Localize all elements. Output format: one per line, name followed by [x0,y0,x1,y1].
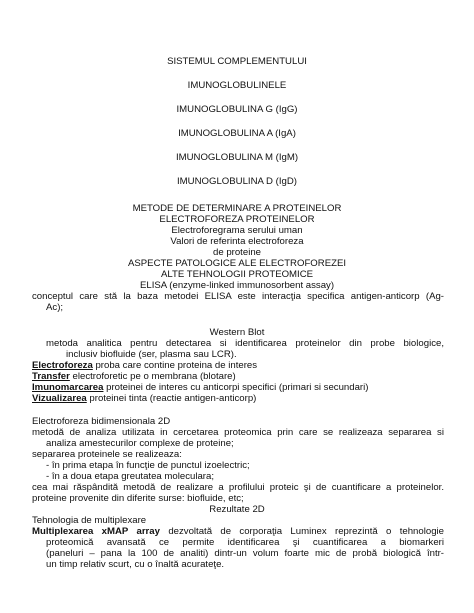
subheading-proteins: de proteine [212,247,261,258]
western-step-term: Electroforeza [32,360,93,371]
heading-electrophoresis: ELECTROFOREZA PROTEINELOR [159,214,315,225]
western-step-term: Vizualizarea [32,393,87,404]
western-step-term: Imunomarcarea [32,382,104,393]
heading-methods: METODE DE DETERMINARE A PROTEINELOR [132,203,342,214]
subheading-reference-values: Valori de referinta electroforeza [170,236,304,247]
heading-immunoglobulins: IMUNOGLOBULINELE [187,80,287,91]
heading-elisa: ELISA (enzyme-linked immunosorbent assay) [139,280,335,291]
heading-pathology: ASPECTE PATOLOGICE ALE ELECTROFOREZEI [127,258,347,269]
heading-other-tech: ALTE TEHNOLOGII PROTEOMICE [160,269,314,280]
multiplex-term: Multiplexarea xMAP array [32,526,160,537]
western-step [32,382,368,393]
multiplex-text-line: (paneluri – pana la 100 de analiti) dintr-un volum foarte mic de probă biologică într- [46,548,444,559]
western-step-text: proteinei de interes cu anticorpi specifici (primari si secundari) [103,382,369,393]
western-step-text: electroforetic pe o membrana (blotare) [69,371,236,382]
western-step-term: Transfer [32,371,70,382]
multiplex-text: dezvoltată de corporaţia Luminex reprezintă o tehnologie [159,526,444,537]
twod-text-line: cea mai răspândită metodă de realizare a profilului proteic şi de cuantificare a proteinelor. [32,482,444,493]
heading-igm: IMUNOGLOBULINA M (IgM) [175,152,299,163]
subheading-electrophoregram: Electroforegrama serului uman [171,225,303,236]
western-text-line: inclusiv biofluide (ser, plasma sau LCR). [66,349,237,360]
heading-iga: IMUNOGLOBULINA A (IgA) [178,128,296,139]
multiplex-text-line [32,526,444,537]
multiplex-text-line: un timp relativ scurt, cu o înaltă acurateţe. [46,559,225,570]
western-step [32,371,236,382]
heading-western-blot: Western Blot [209,327,265,338]
heading-results-2d: Rezultate 2D [209,504,265,515]
twod-text-line: analiza amestecurilor complexe de proteine; [46,438,234,449]
twod-text-line: metodă de analiza utilizata in cercetarea proteomica prin care se realizeaza separarea si [32,427,444,438]
twod-text-line: - în a doua etapa greutatea moleculara; [46,471,215,482]
western-step [32,393,256,404]
western-step [32,360,257,371]
western-text-line: metoda analitica pentru detectarea si identificarea proteinelor din probe biologice, [46,338,444,349]
elisa-text-line: conceptul care stă la baza metodei ELISA este interacţia specifica antigen-anticorp (Ag- [32,291,444,302]
heading-complement: SISTEMUL COMPLEMENTULUI [167,56,307,67]
heading-igd: IMUNOGLOBULINA D (IgD) [177,176,297,187]
western-step-text: proteinei tinta (reactie antigen-anticorp) [86,393,257,404]
heading-multiplex: Tehnologia de multiplexare [32,515,147,526]
twod-text-line: proteine provenite din diferite surse: biofluide, etc; [32,493,244,504]
elisa-text-line: Ac); [46,302,64,313]
western-step-text: proba care contine proteina de interes [92,360,258,371]
twod-text-line: - în prima etapa în funcţie de punctul izoelectric; [46,460,250,471]
twod-text-line: separarea proteinele se realizeaza: [32,449,182,460]
multiplex-text-line: proteomică avansată ce permite identificarea şi cuantificarea a biomarkeri [46,537,444,548]
heading-igg: IMUNOGLOBULINA G (IgG) [176,104,298,115]
heading-2d-electrophoresis: Electroforeza bidimensionala 2D [32,416,171,427]
